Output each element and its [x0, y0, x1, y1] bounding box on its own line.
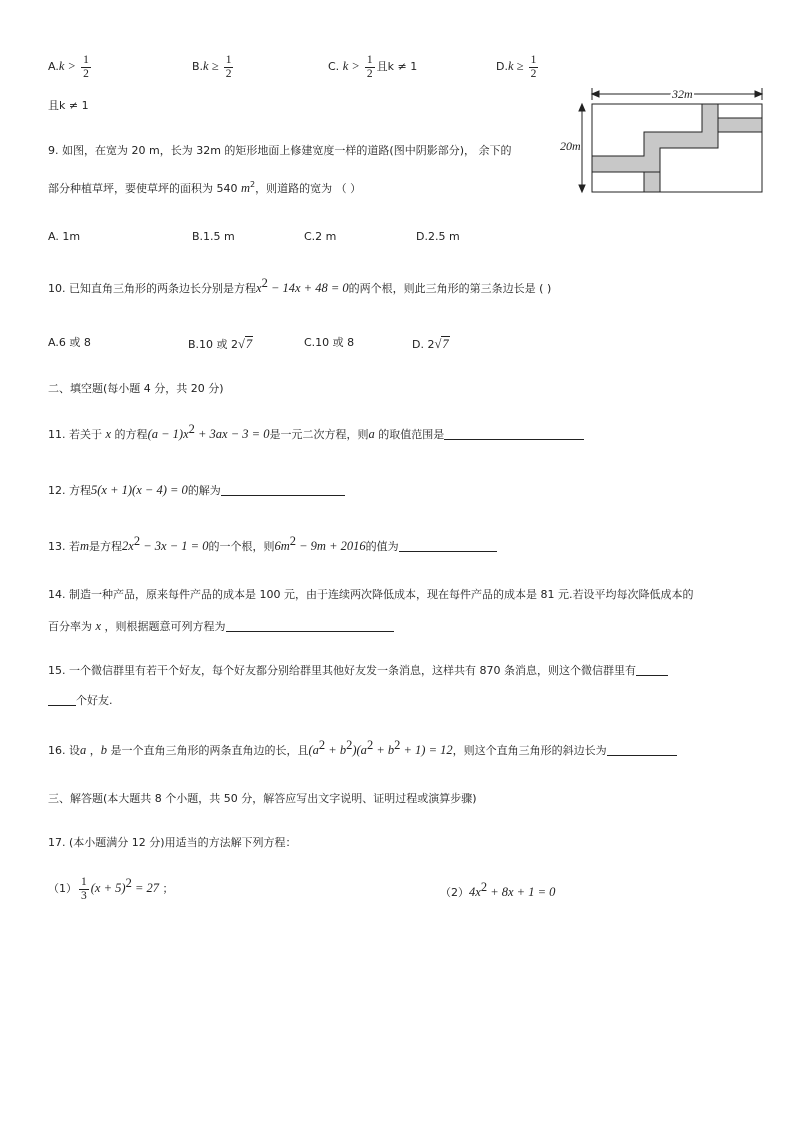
q15-answer-blank-cont[interactable]	[48, 694, 76, 706]
q14-line2: 百分率为 x ，则根据题意可列方程为	[48, 618, 394, 634]
q9-option-b: B.1.5 m	[192, 230, 235, 243]
q10-option-d: D. 2√7	[412, 337, 449, 351]
q13: 13. 若m是方程$2x^2 - 3x - 1 = 0$的一个根，则$6m^2 - 9m + 2016$的值为	[48, 538, 497, 554]
section-solution-heading: 三、解答题(本大题共 8 个小题，共 50 分，解答应写出文字说明、证明过程或演算步骤)	[48, 792, 477, 805]
q10-option-a: A.6 或 8	[48, 336, 91, 349]
q12: 12. 方程5(x + 1)(x − 4) = 0的解为	[48, 482, 345, 498]
q14-answer-blank[interactable]	[226, 620, 394, 632]
q17-title: 17. (本小题满分 12 分)用适当的方法解下列方程：	[48, 836, 297, 849]
q15-line2: 个好友.	[48, 694, 113, 708]
q11-answer-blank[interactable]	[444, 428, 584, 440]
q11: 11. 若关于 x 的方程$(a - 1)x^2 + 3ax - 3 = 0$是一元二次方程，则a 的取值范围是	[48, 426, 584, 442]
q15-line1: 15. 一个微信群里有若干个好友，每个好友都分别给群里其他好友发一条消息，这样共有 870 条消息，则这个微信群里有	[48, 664, 668, 678]
q17-part2: $(2)4x^2 + 8x + 1 = 0$	[440, 880, 556, 899]
q10-option-b: B.10 或 2√7	[188, 337, 253, 351]
q8-option-c: C. k > $\frac{1}{2}$ 且k ≠ 1	[328, 54, 418, 80]
q9-figure	[552, 84, 774, 198]
q8-option-d: D.k ≥ $\frac{1}{2}$	[496, 54, 537, 80]
q9-option-d: D.2.5 m	[416, 230, 460, 243]
q10-stem: 10. 已知直角三角形的两条边长分别是方程$x^2 - 14x + 48 = 0$的两个根，则此三角形的第三条边长是 ( )	[48, 276, 552, 295]
figure-width-label: 32m	[672, 87, 693, 101]
q10-option-c: C.10 或 8	[304, 336, 355, 349]
q9-line2: 部分种植草坪，要使草坪的面积为 540 $m^2$，则道路的宽为 （ ）	[48, 180, 362, 195]
q9-option-a: A. 1m	[48, 230, 81, 243]
q9-line1: 9. 如图，在宽为 20 m，长为 32m 的矩形地面上修建宽度一样的道路(图中阴影部分)， 余下的	[48, 144, 512, 157]
figure-height-label: 20m	[560, 139, 581, 153]
section-fill-in-heading: 二、填空题(每小题 4 分，共 20 分)	[48, 382, 224, 395]
q15-answer-blank[interactable]	[636, 664, 668, 676]
q16: 16. 设a ，b 是一个直角三角形的两条直角边的长，且$(a^2 + b^2)(a^2 + b^2 + 1) = 12$，则这个直角三角形的斜边长为	[48, 742, 677, 758]
q14-line1: 14. 制造一种产品，原来每件产品的成本是 100 元，由于连续两次降低成本，现在每件产品的成本是 81 元.若设平均每次降低成本的	[48, 588, 694, 601]
q12-answer-blank[interactable]	[221, 484, 345, 496]
q13-answer-blank[interactable]	[399, 540, 497, 552]
q8-option-a: A.k > $\frac{1}{2}$	[48, 54, 89, 80]
q8-option-b: B.k ≥ $\frac{1}{2}$	[192, 54, 232, 80]
q9-option-c: C.2 m	[304, 230, 337, 243]
q8-option-a-extra: 且k ≠ 1	[48, 99, 89, 112]
q16-answer-blank[interactable]	[607, 744, 677, 756]
q17-part1: （1） $\frac{1}{3}$ $(x + 5)^2 = 27$ ；	[48, 876, 174, 902]
